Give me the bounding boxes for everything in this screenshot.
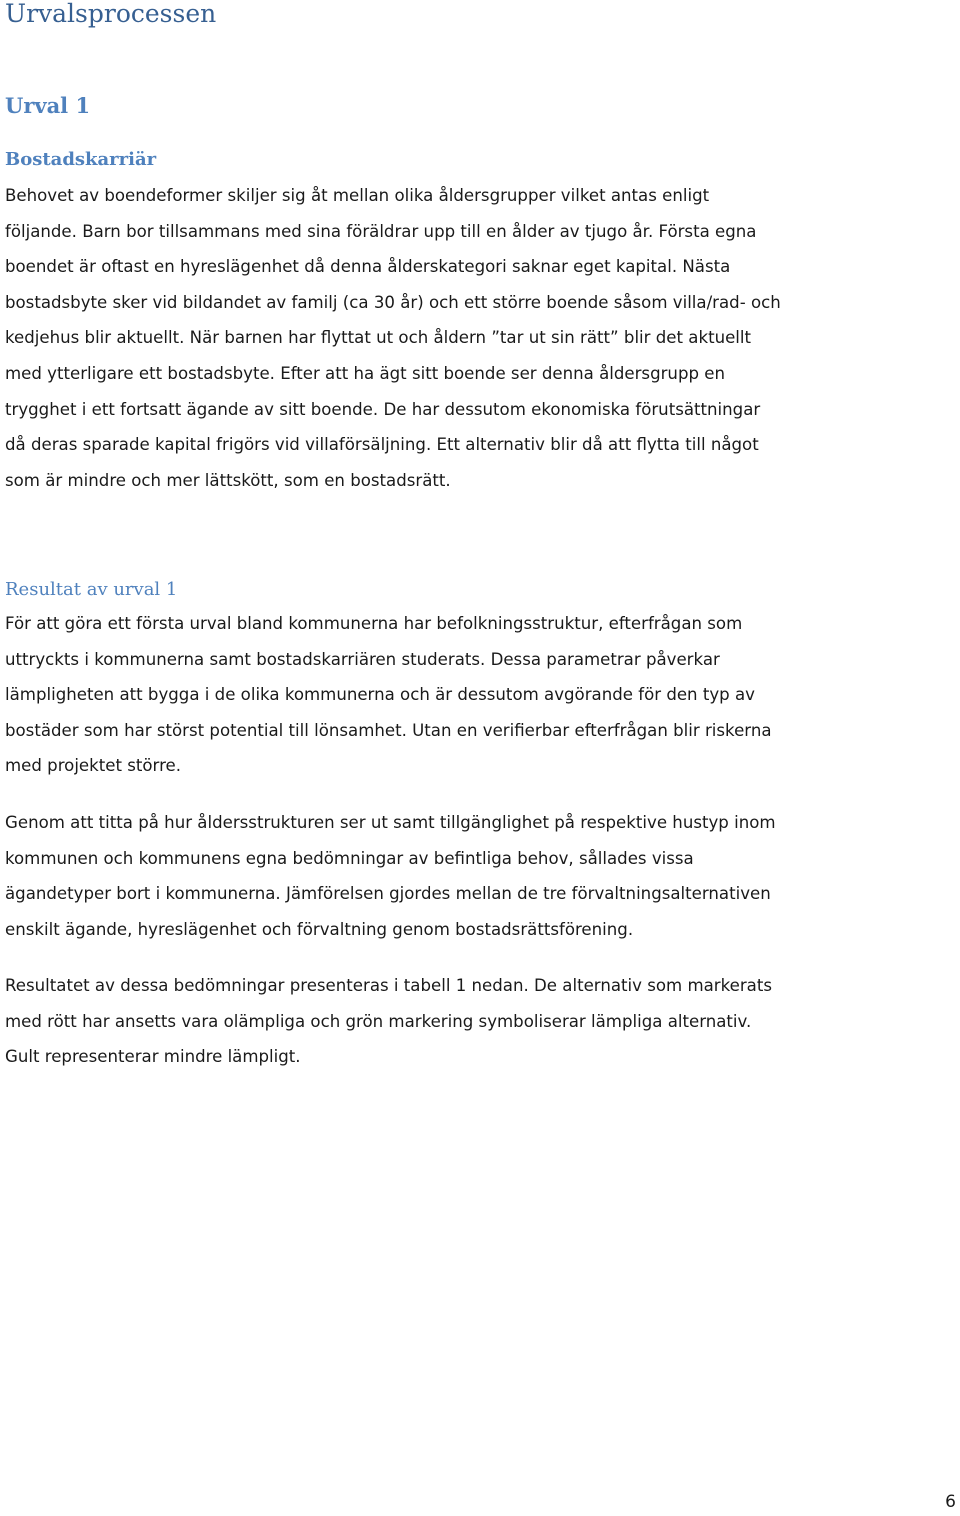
subsection-heading-bostadskarriar: Bostadskarriär <box>5 149 157 170</box>
paragraph-line: med ytterligare ett bostadsbyte. Efter att ha ägt sitt boende ser denna åldersgrupp en <box>5 363 726 383</box>
paragraph-line: boendet är oftast en hyreslägenhet då denna ålderskategori saknar eget kapital. Nästa <box>5 257 731 277</box>
paragraph-resultat-3 <box>5 968 960 1075</box>
paragraph-line: Behovet av boendeformer skiljer sig åt mellan olika åldersgrupper vilket antas enligt <box>5 186 710 205</box>
paragraph-line: Gult representerar mindre lämpligt. <box>5 1047 301 1067</box>
paragraph-line: följande. Barn bor tillsammans med sina föräldrar upp till en ålder av tjugo år. Första egna <box>5 221 757 241</box>
paragraph-line: med rött har ansetts vara olämpliga och grön markering symboliserar lämpliga alternativ. <box>5 1011 752 1031</box>
paragraph-line: då deras sparade kapital frigörs vid villaförsäljning. Ett alternativ blir då att flytta till något <box>5 435 759 455</box>
paragraph-line: trygghet i ett fortsatt ägande av sitt boende. De har dessutom ekonomiska förutsättningar <box>5 399 761 419</box>
paragraph-line: Resultatet av dessa bedömningar presenteras i tabell 1 nedan. De alternativ som markerats <box>5 976 772 995</box>
paragraph-line: lämpligheten att bygga i de olika kommunerna och är dessutom avgörande för den typ av <box>5 685 755 705</box>
paragraph-line: med projektet större. <box>5 756 182 776</box>
paragraph-line: uttryckts i kommunerna samt bostadskarriären studerats. Dessa parametrar påverkar <box>5 649 720 669</box>
paragraph-line: För att göra ett första urval bland kommunerna har befolkningsstruktur, efterfrågan som <box>5 614 743 633</box>
paragraph-line: kommunen och kommunens egna bedömningar av befintliga behov, sållades vissa <box>5 848 694 868</box>
paragraph-line: kedjehus blir aktuellt. När barnen har flyttat ut och åldern ”tar ut sin rätt” blir det aktuellt <box>5 328 752 348</box>
document-title: Urvalsprocessen <box>5 0 217 28</box>
paragraph-line: bostadsbyte sker vid bildandet av familj (ca 30 år) och ett större boende såsom villa/rad- och <box>5 292 781 312</box>
paragraph-resultat-1 <box>5 606 960 784</box>
section-heading: Urval 1 <box>5 93 91 118</box>
paragraph-bostadskarriar <box>5 178 960 498</box>
paragraph-line: enskilt ägande, hyreslägenhet och förvaltning genom bostadsrättsförening. <box>5 919 634 939</box>
page-number: 6 <box>945 1492 956 1512</box>
paragraph-line: ägandetyper bort i kommunerna. Jämförelsen gjordes mellan de tre förvaltningsalternativen <box>5 884 771 904</box>
paragraph-line: bostäder som har störst potential till lönsamhet. Utan en verifierbar efterfrågan blir riskerna <box>5 720 772 740</box>
paragraph-resultat-2 <box>5 805 960 947</box>
paragraph-line: Genom att titta på hur åldersstrukturen ser ut samt tillgänglighet på respektive hustyp inom <box>5 813 776 832</box>
subsection-heading-resultat: Resultat av urval 1 <box>5 579 178 600</box>
paragraph-line: som är mindre och mer lättskött, som en bostadsrätt. <box>5 470 451 490</box>
